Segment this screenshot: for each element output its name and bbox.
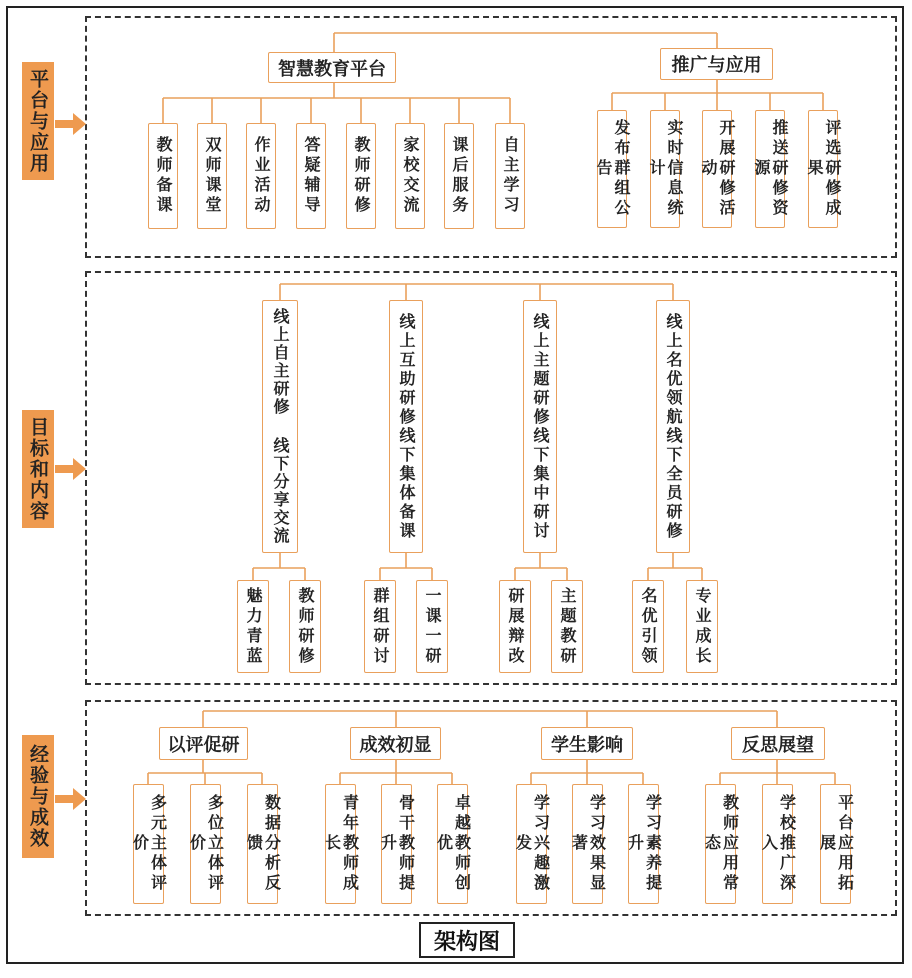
promotion-item: 评选研修成果 [808,110,838,228]
result-item: 骨干教师提升 [381,784,412,904]
goal-item: 魅力青蓝 [237,580,269,673]
result-group-node: 反思展望 [731,727,825,760]
platform-item: 双师课堂 [197,123,227,229]
goal-item: 群组研讨 [364,580,396,673]
platform-item: 家校交流 [395,123,425,229]
promotion-node: 推广与应用 [660,48,773,80]
platform-item: 作业活动 [246,123,276,229]
result-item: 多元主体评价 [133,784,164,904]
result-item: 数据分析反馈 [247,784,278,904]
promotion-item: 发布群组公告 [597,110,627,228]
goal-group-node: 线上名优领航线下全员研修 [656,300,690,553]
result-group-node: 学生影响 [541,727,633,760]
goal-item: 研展辩改 [499,580,531,673]
result-item: 平台应用拓展 [820,784,851,904]
section-goals [85,271,897,685]
diagram-caption: 架构图 [419,922,515,958]
result-item: 教师应用常态 [705,784,736,904]
goal-group-node: 线上主题研修线下集中研讨 [523,300,557,553]
goal-item: 专业成长 [686,580,718,673]
result-item: 学习兴趣激发 [516,784,547,904]
promotion-item: 开展研修活动 [702,110,732,228]
side-label-goals: 目标和内容 [22,410,54,528]
result-group-node: 以评促研 [159,727,248,760]
platform-item: 答疑辅导 [296,123,326,229]
goal-item: 主题教研 [551,580,583,673]
arrow-right-icon [55,113,87,135]
platform-item: 教师备课 [148,123,178,229]
goal-item: 名优引领 [632,580,664,673]
promotion-item: 推送研修资源 [755,110,785,228]
result-item: 多位立体评价 [190,784,221,904]
goal-group-node: 线上互助研修线下集体备课 [389,300,423,553]
result-item: 青年教师成长 [325,784,356,904]
result-item: 学习效果显著 [572,784,603,904]
promotion-item: 实时信息统计 [650,110,680,228]
result-item: 学校推广深入 [762,784,793,904]
side-label-results: 经验与成效 [22,735,54,858]
platform-item: 课后服务 [444,123,474,229]
platform-node: 智慧教育平台 [268,52,396,83]
goal-item: 教师研修 [289,580,321,673]
result-item: 卓越教师创优 [437,784,468,904]
result-group-node: 成效初显 [350,727,441,760]
platform-item: 教师研修 [346,123,376,229]
side-label-platform: 平台与应用 [22,62,54,180]
result-item: 学习素养提升 [628,784,659,904]
goal-item: 一课一研 [416,580,448,673]
platform-item: 自主学习 [495,123,525,229]
arrow-right-icon [55,458,87,480]
goal-group-node: 线上自主研修 线下分享交流 [262,300,298,553]
arrow-right-icon [55,788,87,810]
